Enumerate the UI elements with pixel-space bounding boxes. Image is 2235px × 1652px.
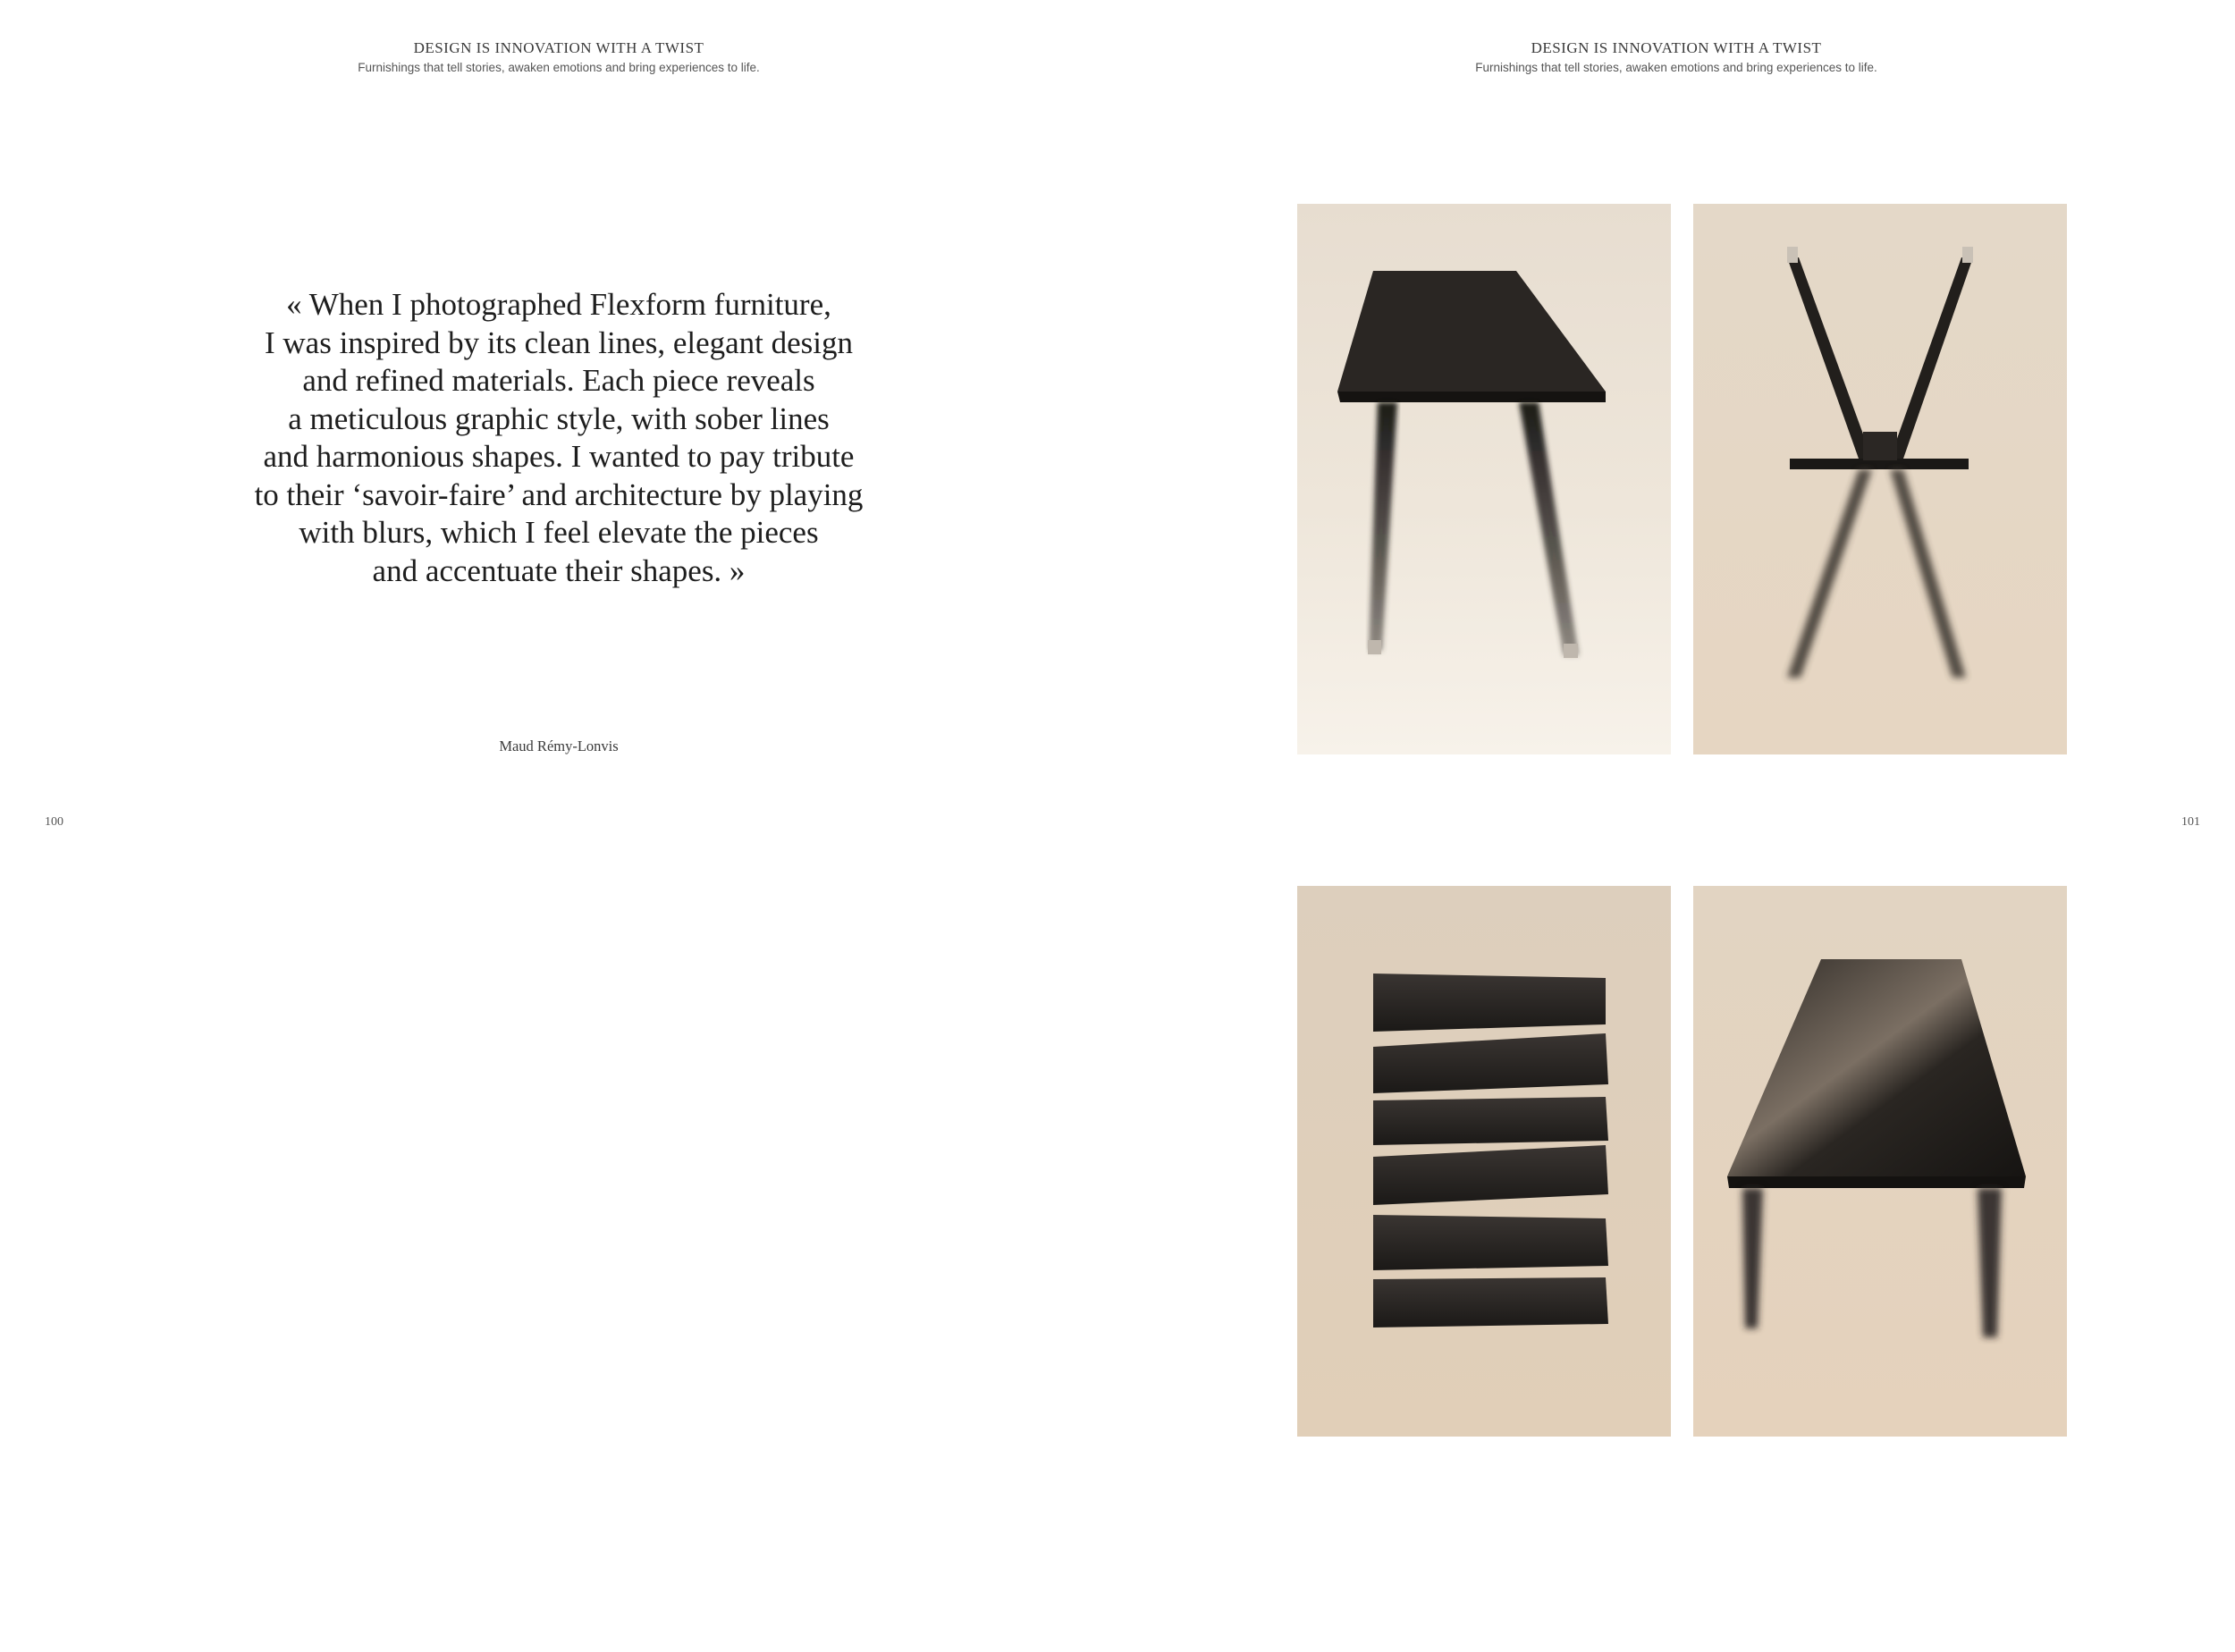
right-page [1118,0,2235,1652]
page-number-right: 101 [2181,815,2200,829]
photographer-quote: « When I photographed Flexform furniture, I was inspired by its clean lines, elegant design and refined materials. Each piece reveals a meticulous graphic style, with sober lines and harmonious shapes. I wanted to pay tribute to their ‘savoir-faire’ and architecture by playing with blurs, which I feel elevate the pieces and accentuate their shapes. » [254,287,864,588]
running-subtitle: Furnishings that tell stories, awaken emotions and bring experiences to life. [358,61,760,74]
running-subtitle: Furnishings that tell stories, awaken emotions and bring experiences to life. [1475,61,1877,74]
page-number-left: 100 [45,815,63,829]
photo-wooden-panels [1297,886,1671,1437]
photo-table-end-view [1693,204,2067,754]
photo-table-perspective [1693,886,2067,1437]
running-title: DESIGN IS INNOVATION WITH A TWIST [413,39,704,56]
running-head-right [1118,38,2235,77]
running-title: DESIGN IS INNOVATION WITH A TWIST [1531,39,1822,56]
running-head-left [0,38,1118,77]
quote-author: Maud Rémy-Lonvis [499,738,619,754]
photo-table-side-view [1297,204,1671,754]
